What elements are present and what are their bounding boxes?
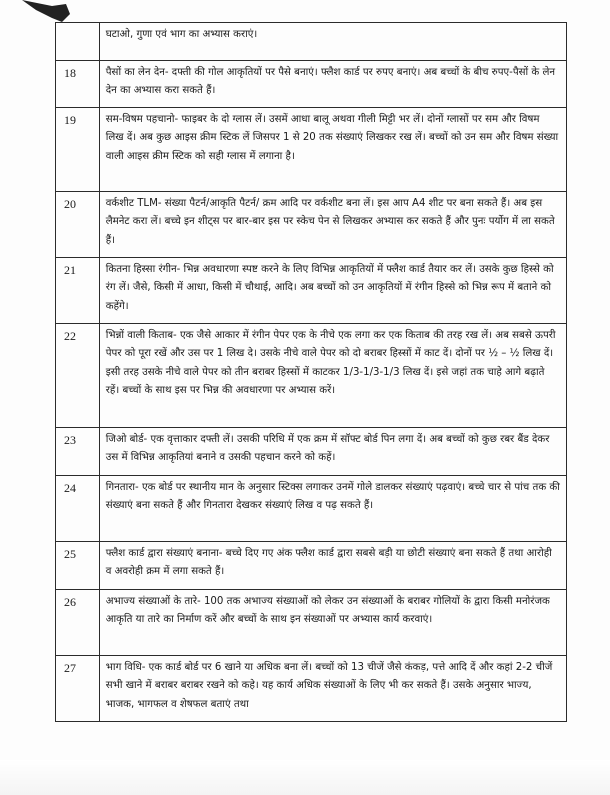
- table-row: [56, 108, 567, 192]
- table-row: [56, 192, 567, 258]
- row-text: जिओ बोर्ड- एक वृत्ताकार दफ्ती लें। उसकी परिधि में एक क्रम में सॉफ्ट बोर्ड पिन लगा दें। अब बच्चों को कुछ रबर बैंड देकर उस में विभिन्न आकृतियां बनाने व उसकी पहचान करने को कहें।: [99, 428, 566, 476]
- row-number: 26: [56, 590, 100, 656]
- row-number: 24: [56, 476, 100, 542]
- row-text: वर्कशीट TLM- संख्या पैटर्न/आकृति पैटर्न/ क्रम आदि पर वर्कशीट बना लें। इस आप A4 शीट पर बना सकते हैं। अब इस लैमनेट करा लें। बच्चे इन शीट्स पर बार-बार इस पर स्केच पेन से लिखकर अभ्यास कर सकते हैं और पुनः पर्योग में ला सकते हैं।: [99, 192, 566, 258]
- row-text: घटाओ, गुणा एवं भाग का अभ्यास कराएं।: [99, 23, 566, 61]
- row-number: 19: [56, 108, 100, 192]
- activity-table: [55, 22, 567, 722]
- row-number: 25: [56, 542, 100, 590]
- page-bottom-edge: [0, 760, 610, 795]
- row-number: 22: [56, 324, 100, 428]
- row-text: भिन्नों वाली किताब- एक जैसे आकार में रंगीन पेपर एक के नीचे एक लगा कर एक किताब की तरह रख लें। अब सबसे ऊपरी पेपर को पूरा रखें और उस पर 1 लिख दे। उसके नीचे वाले पेपर को दो बराबर हिस्सों में काट दें। दोनों पर ½ – ½ लिख दें। इसी तरह उसके नीचे वाले पेपर को तीन बराबर हिस्सों में काटकर 1/3-1/3-1/3 लिख दें। इसे जहां तक चाहे आगे बढ़ाते रहें। बच्चों के साथ इस पर भिन्न की अवधारणा पर अभ्यास करें।: [99, 324, 566, 428]
- table-row: [56, 542, 567, 590]
- table-row: [56, 324, 567, 428]
- table-row: [56, 428, 567, 476]
- row-text: सम-विषम पहचानो- फाइबर के दो ग्लास लें। उसमें आधा बालू अथवा गीली मिट्टी भर लें। दोनों ग्लासों पर सम और विषम लिख दें। अब कुछ आइस क्रीम स्टिक लें जिसपर 1 से 20 तक संख्याएं लिखकर रख लें। बच्चों को उन सम और विषम संख्या वाली आइस क्रीम स्टिक को सही ग्लास में लगाना है।: [99, 108, 566, 192]
- table-row: [56, 656, 567, 722]
- row-text: अभाज्य संख्याओं के तारे- 100 तक अभाज्य संख्याओं को लेकर उन संख्याओं के बराबर गोलियों के द्वारा किसी मनोरंजक आकृति या तारे का निर्माण करें और बच्चों के साथ इन संख्याओं पर अभ्यास कार्य करवाएं।: [99, 590, 566, 656]
- table-row: [56, 23, 567, 61]
- row-number: 21: [56, 258, 100, 324]
- row-number: 20: [56, 192, 100, 258]
- table-row: [56, 590, 567, 656]
- row-number: [56, 23, 100, 61]
- row-text: कितना हिस्सा रंगीन- भिन्न अवधारणा स्पष्ट करने के लिए विभिन्न आकृतियों में फ्लैश कार्ड तैयार कर लें। उसके कुछ हिस्से को रंग लें। जैसे, किसी में आधा, किसी में चौथाई, आदि। अब बच्चों को उन आकृतियों में रंगीन हिस्से को भिन्न रूप में बताने को कहेंगे।: [99, 258, 566, 324]
- row-text: भाग विधि- एक कार्ड बोर्ड पर 6 खाने या अधिक बना लें। बच्चों को 13 चीजें जैसे कंकड़, पत्ते आदि दें और कहां 2-2 चीजें सभी खाने में बराबर बराबर रखने को कहे। यह कार्य अधिक संख्याओं के लिए भी कर सकते हैं। उसके अनुसार भाज्य, भाजक, भागफल व शेषफल बताएं तथा: [99, 656, 566, 722]
- table-row: [56, 258, 567, 324]
- table-row: [56, 61, 567, 108]
- table-row: [56, 476, 567, 542]
- row-text: पैसों का लेन देन- दफ्ती की गोल आकृतियों पर पैसे बनाएं। फ्लैश कार्ड पर रुपए बनाएं। अब बच्चों के बीच रुपए-पैसों के लेन देन का अभ्यास करा सकते हैं।: [99, 61, 566, 108]
- row-number: 27: [56, 656, 100, 722]
- row-text: गिनतारा- एक बोर्ड पर स्थानीय मान के अनुसार स्टिक्स लगाकर उनमें गोले डालकर संख्याएं पढ़वाएं। बच्चे चार से पांच तक की संख्याएं बना सकते हैं और गिनतारा देखकर संख्याएं लिख व पढ़ सकते हैं।: [99, 476, 566, 542]
- row-text: फ्लैश कार्ड द्वारा संख्याएं बनाना- बच्चे दिए गए अंक फ्लैश कार्ड द्वारा सबसे बड़ी या छोटी संख्याएं बना सकते हैं तथा आरोही व अवरोही क्रम में लगा सकते हैं।: [99, 542, 566, 590]
- row-number: 23: [56, 428, 100, 476]
- row-number: 18: [56, 61, 100, 108]
